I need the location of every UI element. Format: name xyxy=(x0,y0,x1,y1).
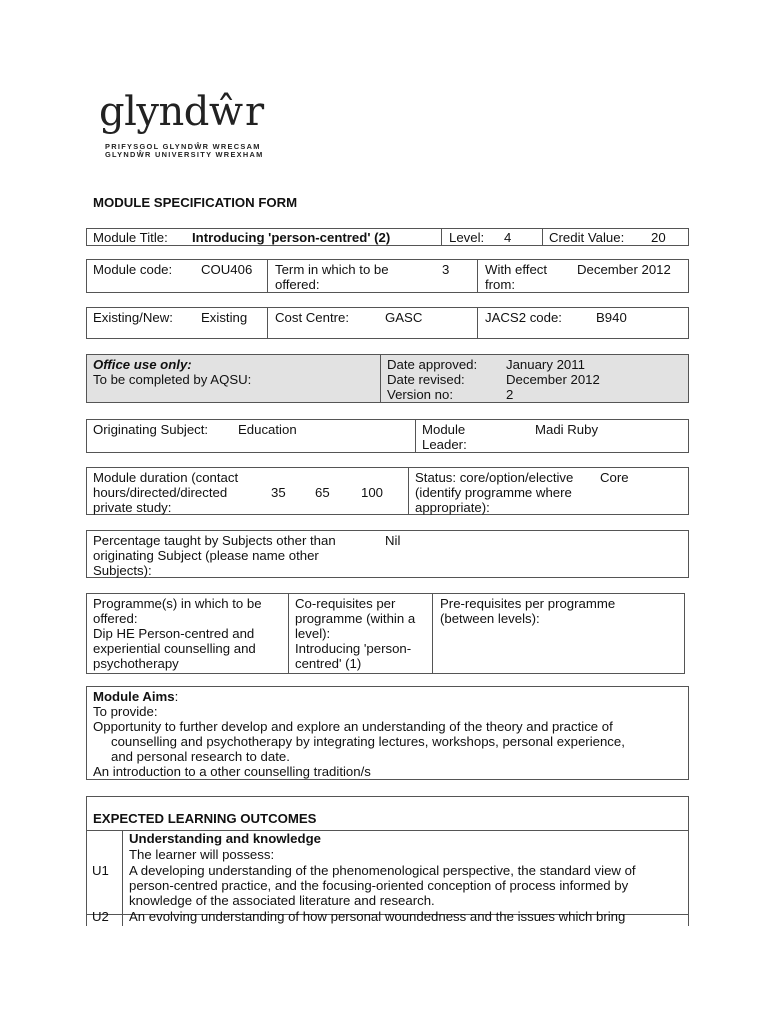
date-revised-value: December 2012 xyxy=(506,372,600,387)
cost-centre-label: Cost Centre: xyxy=(275,310,350,325)
outcomes-possess: The learner will possess: xyxy=(129,847,275,862)
date-approved-label: Date approved: xyxy=(387,357,478,372)
effect-label-2: from: xyxy=(485,277,516,292)
cost-centre-value: GASC xyxy=(385,310,423,325)
level-value: 4 xyxy=(504,230,512,245)
aims-line-2: counselling and psychotherapy by integrating lectures, workshops, personal experience, xyxy=(111,734,625,749)
outcomes-heading: EXPECTED LEARNING OUTCOMES xyxy=(93,811,317,826)
outcome-code-u1: U1 xyxy=(92,863,109,878)
date-revised-label: Date revised: xyxy=(387,372,465,387)
aims-heading: Module Aims xyxy=(93,689,175,704)
aims-heading-colon: : xyxy=(174,689,179,704)
percentage-line-3: Subjects): xyxy=(93,563,152,578)
level-label: Level: xyxy=(449,230,485,245)
prereq-line-1: Pre-requisites per programme xyxy=(440,596,616,611)
module-code-label: Module code: xyxy=(93,262,173,277)
originating-value: Education xyxy=(238,422,297,437)
logo-line-2: GLYNDŴR UNIVERSITY WREXHAM xyxy=(105,150,264,159)
existing-label: Existing/New: xyxy=(93,310,173,325)
coreq-line-5: centred' (1) xyxy=(295,656,362,671)
aims-line-1: Opportunity to further develop and explore an understanding of the theory and practice of xyxy=(93,719,613,734)
outcome-u2-line-1: An evolving understanding of how personal woundedness and the issues which bring xyxy=(129,909,626,924)
outcome-u1-line-1: A developing understanding of the phenomenological perspective, the standard view of xyxy=(129,863,636,878)
coreq-line-2: programme (within a xyxy=(295,611,416,626)
existing-value: Existing xyxy=(201,310,248,325)
logo-line-1: PRIFYSGOL GLYNDŴR WRECSAM xyxy=(105,142,261,151)
programme-line-2: offered: xyxy=(93,611,138,626)
programme-line-5: psychotherapy xyxy=(93,656,179,671)
term-value: 3 xyxy=(442,262,450,277)
status-value: Core xyxy=(600,470,629,485)
jacs-label: JACS2 code: xyxy=(485,310,562,325)
outcome-code-u2: U2 xyxy=(92,909,109,924)
contact-hours: 35 xyxy=(271,485,286,500)
effect-value: December 2012 xyxy=(577,262,671,277)
module-title-value: Introducing 'person-centred' (2) xyxy=(192,230,391,245)
office-use-subtitle: To be completed by AQSU: xyxy=(93,372,252,387)
leader-value: Madi Ruby xyxy=(535,422,599,437)
prereq-line-2: (between levels): xyxy=(440,611,540,626)
percentage-value: Nil xyxy=(385,533,401,548)
effect-label-1: With effect xyxy=(485,262,548,277)
programme-line-4: experiential counselling and xyxy=(93,641,256,656)
aims-heading-line xyxy=(93,689,178,705)
coreq-line-4: Introducing 'person- xyxy=(295,641,412,656)
module-title-label: Module Title: xyxy=(93,230,168,245)
coreq-line-1: Co-requisites per xyxy=(295,596,396,611)
aims-line-4: An introduction to a other counselling tradition/s xyxy=(93,764,371,779)
originating-label: Originating Subject: xyxy=(93,422,209,437)
programme-line-1: Programme(s) in which to be xyxy=(93,596,262,611)
status-label-1: Status: core/option/elective xyxy=(415,470,574,485)
percentage-line-2: originating Subject (please name other xyxy=(93,548,319,563)
module-code-value: COU406 xyxy=(201,262,253,277)
leader-label-2: Leader: xyxy=(422,437,467,452)
duration-label-3: private study: xyxy=(93,500,172,515)
term-label-1: Term in which to be xyxy=(275,262,389,277)
status-label-2: (identify programme where xyxy=(415,485,572,500)
outcome-u1-line-3: knowledge of the associated literature and research. xyxy=(129,893,435,908)
jacs-value: B940 xyxy=(596,310,627,325)
duration-label-2: hours/directed/directed xyxy=(93,485,228,500)
status-label-3: appropriate): xyxy=(415,500,490,515)
outcome-u1-line-2: person-centred practice, and the focusing-oriented conception of process informed by xyxy=(129,878,629,893)
leader-label-1: Module xyxy=(422,422,466,437)
private-hours: 100 xyxy=(361,485,384,500)
logo-wordmark: glyndŵr xyxy=(99,89,264,135)
aims-line-3: and personal research to date. xyxy=(111,749,290,764)
aims-to-provide: To provide: xyxy=(93,704,158,719)
duration-label-1: Module duration (contact xyxy=(93,470,239,485)
outcomes-subheading: Understanding and knowledge xyxy=(129,831,321,846)
date-approved-value: January 2011 xyxy=(506,357,585,372)
version-value: 2 xyxy=(506,387,514,402)
credit-value: 20 xyxy=(651,230,666,245)
directed-hours: 65 xyxy=(315,485,330,500)
version-label: Version no: xyxy=(387,387,453,402)
form-title: MODULE SPECIFICATION FORM xyxy=(93,195,298,210)
office-use-title: Office use only: xyxy=(93,357,192,372)
programme-line-3: Dip HE Person-centred and xyxy=(93,626,255,641)
credit-value-label: Credit Value: xyxy=(549,230,625,245)
term-label-2: offered: xyxy=(275,277,320,292)
percentage-line-1: Percentage taught by Subjects other than xyxy=(93,533,336,548)
coreq-line-3: level): xyxy=(295,626,331,641)
